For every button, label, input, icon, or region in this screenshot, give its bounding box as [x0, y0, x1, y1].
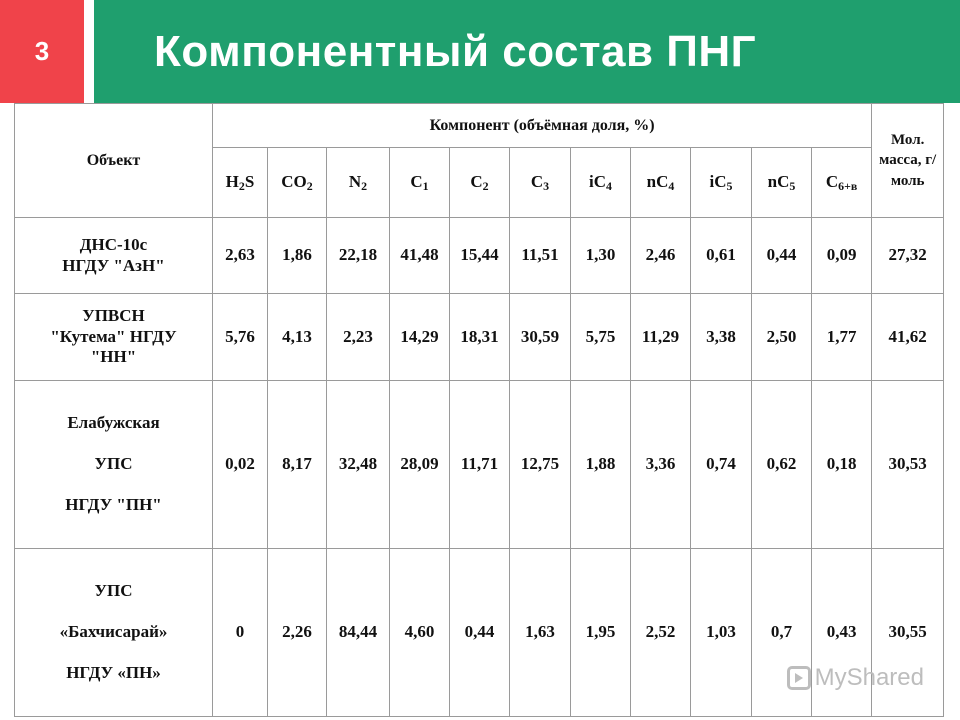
component-base: iC — [709, 172, 727, 192]
object-name-line: "НН" — [90, 347, 137, 367]
component-column-header — [390, 148, 450, 218]
table-body — [15, 218, 944, 717]
component-subscript: 2 — [482, 179, 489, 194]
value-cell: 1,88 — [571, 381, 631, 549]
value-cell: 0,61 — [691, 218, 752, 294]
value-cell: 2,26 — [268, 549, 327, 717]
value-cell: 1,30 — [571, 218, 631, 294]
value-cell: 28,09 — [390, 381, 450, 549]
component-subscript: 5 — [726, 179, 733, 194]
value-cell: 0,02 — [213, 381, 268, 549]
watermark-text: MyShared — [814, 664, 924, 691]
object-name-line: УПС — [94, 454, 133, 474]
object-name-line: УПС — [94, 581, 133, 601]
value-cell: 0,09 — [812, 218, 872, 294]
value-cell: 1,03 — [691, 549, 752, 717]
object-name-line: «Бахчисарай» — [59, 622, 168, 642]
play-icon — [787, 666, 811, 690]
value-cell: 8,17 — [268, 381, 327, 549]
object-name-line: ДНС-10с — [79, 235, 148, 255]
value-cell: 2,23 — [327, 294, 390, 381]
object-name-line: НГДУ "АзН" — [62, 255, 165, 275]
table-row — [15, 294, 944, 381]
value-cell: 18,31 — [450, 294, 510, 381]
value-cell: 30,59 — [510, 294, 571, 381]
value-cell: 0,43 — [812, 549, 872, 717]
molmass-cell: 41,62 — [872, 294, 944, 381]
value-cell: 32,48 — [327, 381, 390, 549]
slide-title: Компонентный состав ПНГ — [154, 26, 757, 76]
component-column-header — [213, 148, 268, 218]
component-base: C — [470, 172, 483, 192]
value-cell: 1,63 — [510, 549, 571, 717]
component-subscript: 2 — [306, 179, 313, 194]
value-cell: 0,44 — [752, 218, 812, 294]
value-cell: 11,51 — [510, 218, 571, 294]
value-cell: 1,77 — [812, 294, 872, 381]
value-cell: 0,62 — [752, 381, 812, 549]
component-base: C — [530, 172, 544, 192]
component-column-header — [510, 148, 571, 218]
object-cell — [15, 218, 213, 294]
value-cell: 12,75 — [510, 381, 571, 549]
value-cell: 0,44 — [450, 549, 510, 717]
value-cell: 0,18 — [812, 381, 872, 549]
object-header: Объект — [15, 104, 213, 218]
value-cell: 84,44 — [327, 549, 390, 717]
object-cell — [15, 294, 213, 381]
value-cell: 2,50 — [752, 294, 812, 381]
component-column-header — [571, 148, 631, 218]
molmass-cell: 30,53 — [872, 381, 944, 549]
slide-title-bar — [94, 0, 960, 103]
value-cell: 11,71 — [450, 381, 510, 549]
component-tail: S — [244, 172, 255, 192]
object-name-line: "Кутема" НГДУ — [50, 326, 177, 346]
slide-number: 3 — [0, 0, 84, 103]
molmass-header: Мол. масса, г/моль — [872, 104, 944, 218]
value-cell: 2,63 — [213, 218, 268, 294]
component-subscript: 4 — [668, 179, 675, 194]
component-column-header — [812, 148, 872, 218]
value-cell: 0,7 — [752, 549, 812, 717]
composition-table-wrapper — [14, 103, 943, 717]
component-base: C — [410, 172, 423, 192]
component-column-header — [631, 148, 691, 218]
table-row — [15, 381, 944, 549]
component-base: H — [225, 172, 239, 192]
component-subscript: 4 — [606, 179, 612, 194]
value-cell: 2,52 — [631, 549, 691, 717]
component-column-header — [752, 148, 812, 218]
component-base: CO — [281, 172, 307, 192]
table-row — [15, 218, 944, 294]
value-cell: 11,29 — [631, 294, 691, 381]
composition-table — [14, 103, 944, 717]
value-cell: 3,38 — [691, 294, 752, 381]
component-header: Компонент (объёмная доля, %) — [213, 104, 872, 148]
value-cell: 22,18 — [327, 218, 390, 294]
value-cell: 1,95 — [571, 549, 631, 717]
component-subscript: 6+в — [838, 179, 858, 194]
value-cell: 5,75 — [571, 294, 631, 381]
value-cell: 41,48 — [390, 218, 450, 294]
component-base: nC — [767, 172, 790, 192]
object-name-line: УПВСН — [82, 306, 145, 326]
component-column-header — [268, 148, 327, 218]
value-cell: 5,76 — [213, 294, 268, 381]
component-base: N — [348, 172, 362, 192]
component-subscript: 1 — [422, 179, 429, 194]
value-cell: 2,46 — [631, 218, 691, 294]
molmass-cell: 30,55 — [872, 549, 944, 717]
value-cell: 15,44 — [450, 218, 510, 294]
watermark — [787, 664, 924, 692]
molmass-cell: 27,32 — [872, 218, 944, 294]
object-cell — [15, 549, 213, 717]
value-cell: 4,13 — [268, 294, 327, 381]
component-base: iC — [589, 172, 607, 192]
object-name-line: Елабужская — [67, 413, 160, 433]
component-column-header — [327, 148, 390, 218]
component-subscript: 2 — [238, 179, 245, 194]
component-base: nC — [646, 172, 669, 192]
value-cell: 1,86 — [268, 218, 327, 294]
component-base: C — [825, 172, 839, 192]
object-name-line: НГДУ "ПН" — [65, 494, 162, 514]
component-subscript: 3 — [543, 179, 550, 194]
value-cell: 3,36 — [631, 381, 691, 549]
value-cell: 4,60 — [390, 549, 450, 717]
value-cell: 0 — [213, 549, 268, 717]
component-column-header — [450, 148, 510, 218]
value-cell: 0,74 — [691, 381, 752, 549]
value-cell: 14,29 — [390, 294, 450, 381]
component-column-header — [691, 148, 752, 218]
component-subscript: 2 — [361, 179, 368, 194]
object-name-line: НГДУ «ПН» — [66, 662, 161, 682]
object-cell — [15, 381, 213, 549]
component-subscript: 5 — [789, 179, 796, 194]
